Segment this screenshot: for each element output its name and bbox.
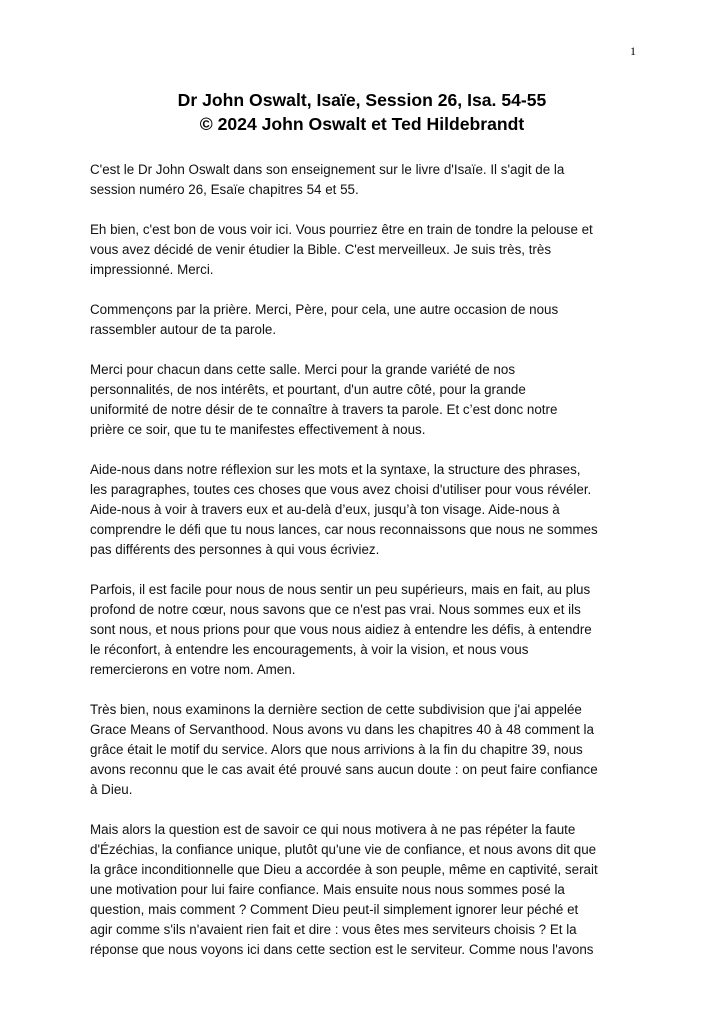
paragraph-line: vous avez décidé de venir étudier la Bible. C'est merveilleux. Je suis très, très: [90, 242, 552, 257]
paragraph-line: personnalités, de nos intérêts, et pourtant, d'un autre côté, pour la grande: [90, 382, 526, 397]
paragraph: [90, 220, 638, 280]
paragraph-line: Parfois, il est facile pour nous de nous sentir un peu supérieurs, mais en fait, au plus: [90, 582, 591, 597]
paragraph-line: agir comme s'ils n'avaient rien fait et dire : vous êtes mes serviteurs choisis ? Et la: [90, 922, 577, 937]
paragraph-line: uniformité de notre désir de te connaître à travers ta parole. Et c’est donc notre: [90, 402, 558, 417]
paragraph-line: impressionné. Merci.: [90, 262, 214, 277]
paragraph-line: les paragraphes, toutes ces choses que vous avez choisi d'utiliser pour vous révéler.: [90, 482, 592, 497]
document-title: [0, 88, 724, 136]
paragraph-line: prière ce soir, que tu te manifestes effectivement à nous.: [90, 422, 426, 437]
paragraph-line: session numéro 26, Esaïe chapitres 54 et 55.: [90, 182, 359, 197]
paragraph-line: la grâce inconditionnelle que Dieu a accordée à son peuple, même en captivité, serait: [90, 862, 598, 877]
paragraph-line: Aide-nous dans notre réflexion sur les mots et la syntaxe, la structure des phrases,: [90, 462, 581, 477]
paragraph-line: une motivation pour lui faire confiance. Mais ensuite nous nous sommes posé la: [90, 882, 565, 897]
paragraph-line: réponse que nous voyons ici dans cette section est le serviteur. Comme nous l'avons: [90, 942, 594, 957]
paragraph-line: avons reconnu que le cas avait été prouvé sans aucun doute : on peut faire confiance: [90, 762, 598, 777]
paragraph: [90, 460, 638, 560]
paragraph: [90, 300, 638, 340]
paragraph: [90, 820, 638, 960]
paragraph: [90, 160, 638, 200]
title-line-2: © 2024 John Oswalt et Ted Hildebrandt: [199, 114, 525, 134]
paragraph-line: Merci pour chacun dans cette salle. Merci pour la grande variété de nos: [90, 362, 516, 377]
paragraph-line: Commençons par la prière. Merci, Père, pour cela, une autre occasion de nous: [90, 302, 559, 317]
paragraph-line: à Dieu.: [90, 782, 133, 797]
paragraph-line: d'Ézéchias, la confiance unique, plutôt qu'une vie de confiance, et nous avons dit que: [90, 842, 597, 857]
paragraph-line: sont nous, et nous prions pour que vous nous aidiez à entendre les défis, à entendre: [90, 622, 592, 637]
paragraph-line: pas différents des personnes à qui vous écriviez.: [90, 542, 380, 557]
paragraph-line: profond de notre cœur, nous savons que ce n'est pas vrai. Nous sommes eux et ils: [90, 602, 581, 617]
paragraph-line: Aide-nous à voir à travers eux et au-delà d’eux, jusqu’à ton visage. Aide-nous à: [90, 502, 560, 517]
paragraph-line: rassembler autour de ta parole.: [90, 322, 277, 337]
paragraph-line: comprendre le défi que tu nous lances, car nous reconnaissons que nous ne sommes: [90, 522, 598, 537]
paragraph-line: Eh bien, c'est bon de vous voir ici. Vous pourriez être en train de tondre la pelouse et: [90, 222, 593, 237]
page-number: 1: [630, 44, 636, 58]
paragraph-line: Mais alors la question est de savoir ce qui nous motivera à ne pas répéter la faute: [90, 822, 576, 837]
title-line-1: Dr John Oswalt, Isaïe, Session 26, Isa. 54-55: [177, 90, 547, 110]
paragraph-line: Très bien, nous examinons la dernière section de cette subdivision que j'ai appelée: [90, 702, 582, 717]
paragraph: [90, 700, 638, 800]
paragraph: [90, 580, 638, 680]
document-body: [90, 160, 638, 980]
paragraph-line: remercierons en votre nom. Amen.: [90, 662, 296, 677]
paragraph: [90, 360, 638, 440]
paragraph-line: le réconfort, à entendre les encouragements, à voir la vision, et nous vous: [90, 642, 529, 657]
paragraph-line: Grace Means of Servanthood. Nous avons vu dans les chapitres 40 à 48 comment la: [90, 722, 594, 737]
paragraph-line: grâce était le motif du service. Alors que nous arrivions à la fin du chapitre 39, nous: [90, 742, 583, 757]
paragraph-line: question, mais comment ? Comment Dieu peut-il simplement ignorer leur péché et: [90, 902, 579, 917]
paragraph-line: C'est le Dr John Oswalt dans son enseignement sur le livre d'Isaïe. Il s'agit de la: [90, 162, 565, 177]
